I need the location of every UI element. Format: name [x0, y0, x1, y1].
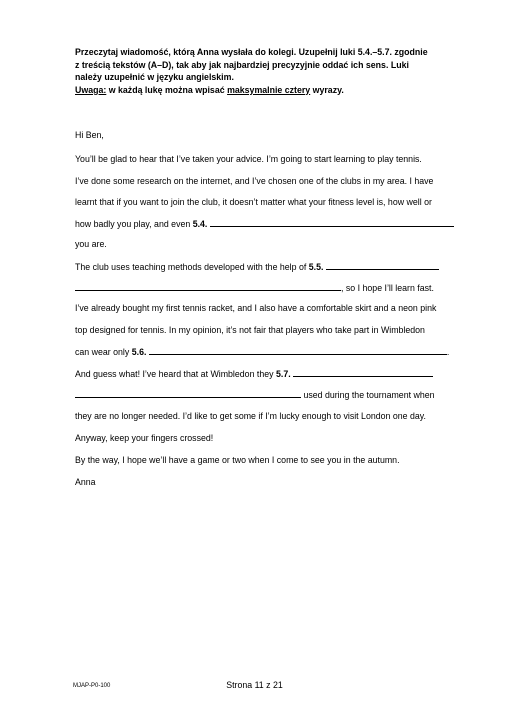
letter-line: [75, 260, 439, 273]
gap-5-7-blank-part1[interactable]: [293, 367, 433, 377]
letter-text: , so I hope I’ll learn fast.: [341, 283, 434, 293]
letter-line: [75, 345, 449, 358]
letter-line: you are.: [75, 239, 107, 249]
letter-line: I’ve already bought my first tennis racket, and I also have a comfortable skirt and a neon pink: [75, 303, 437, 313]
gap-number-5-4: 5.4.: [192, 219, 208, 229]
instruction-line-3: należy uzupełnić w języku angielskim.: [75, 72, 234, 82]
note-text: w każdą lukę można wpisać: [106, 84, 228, 95]
gap-number-5-7: 5.7.: [275, 369, 291, 379]
letter-text: used during the tournament when: [301, 390, 435, 400]
letter-line: [75, 281, 434, 294]
letter-line: By the way, I hope we’ll have a game or two when I come to see you in the autumn.: [75, 455, 400, 465]
gap-number-5-5: 5.5.: [308, 262, 324, 272]
letter-line: learnt that if you want to join the club, it doesn’t matter what your fitness level is, how well or: [75, 197, 432, 207]
exam-code: MJAP-P0-100: [73, 683, 111, 689]
gap-5-7-blank-part2[interactable]: [75, 388, 301, 398]
task-instruction: [75, 46, 455, 96]
gap-5-6-blank[interactable]: [149, 345, 450, 357]
instruction-note: [75, 84, 455, 97]
note-label: Uwaga:: [75, 84, 107, 95]
instruction-line-1: Przeczytaj wiadomość, którą Anna wysłała do kolegi. Uzupełnij luki 5.4.–5.7. zgodnie: [75, 47, 428, 57]
note-emphasis: maksymalnie cztery: [227, 84, 311, 95]
gap-number-5-6: 5.6.: [131, 347, 147, 357]
page-number: Strona 11 z 21: [226, 680, 283, 690]
letter-signature: Anna: [75, 477, 96, 487]
note-end: wyrazy.: [310, 84, 344, 95]
letter-text: can wear only: [75, 347, 132, 357]
letter-greeting: Hi Ben,: [75, 130, 104, 140]
letter-line: Anyway, keep your fingers crossed!: [75, 433, 214, 443]
letter-line: [75, 388, 435, 401]
letter-line: [75, 367, 433, 380]
gap-5-4-blank[interactable]: [210, 217, 454, 227]
letter-line: top designed for tennis. In my opinion, it’s not fair that players who take part in Wimbledon: [75, 325, 425, 335]
letter-line: I’ve done some research on the internet, and I’ve chosen one of the clubs in my area. I have: [75, 176, 434, 186]
instruction-line-2: z treścią tekstów (A–D), tak aby jak najbardziej precyzyjnie oddać ich sens. Luki: [75, 59, 409, 70]
gap-5-5-blank-part2[interactable]: [75, 281, 341, 291]
letter-text: The club uses teaching methods developed with the help of: [75, 262, 309, 272]
letter-text: .: [446, 347, 450, 357]
letter-text: how badly you play, and even: [75, 219, 193, 229]
letter-text: And guess what! I’ve heard that at Wimbledon they: [75, 369, 276, 379]
letter-line: [75, 217, 454, 230]
letter-line: they are no longer needed. I’d like to get some if I’m lucky enough to visit London one day.: [75, 411, 426, 421]
letter-line: You’ll be glad to hear that I’ve taken your advice. I’m going to start learning to play tennis.: [75, 154, 422, 164]
gap-5-5-blank-part1[interactable]: [326, 260, 439, 270]
